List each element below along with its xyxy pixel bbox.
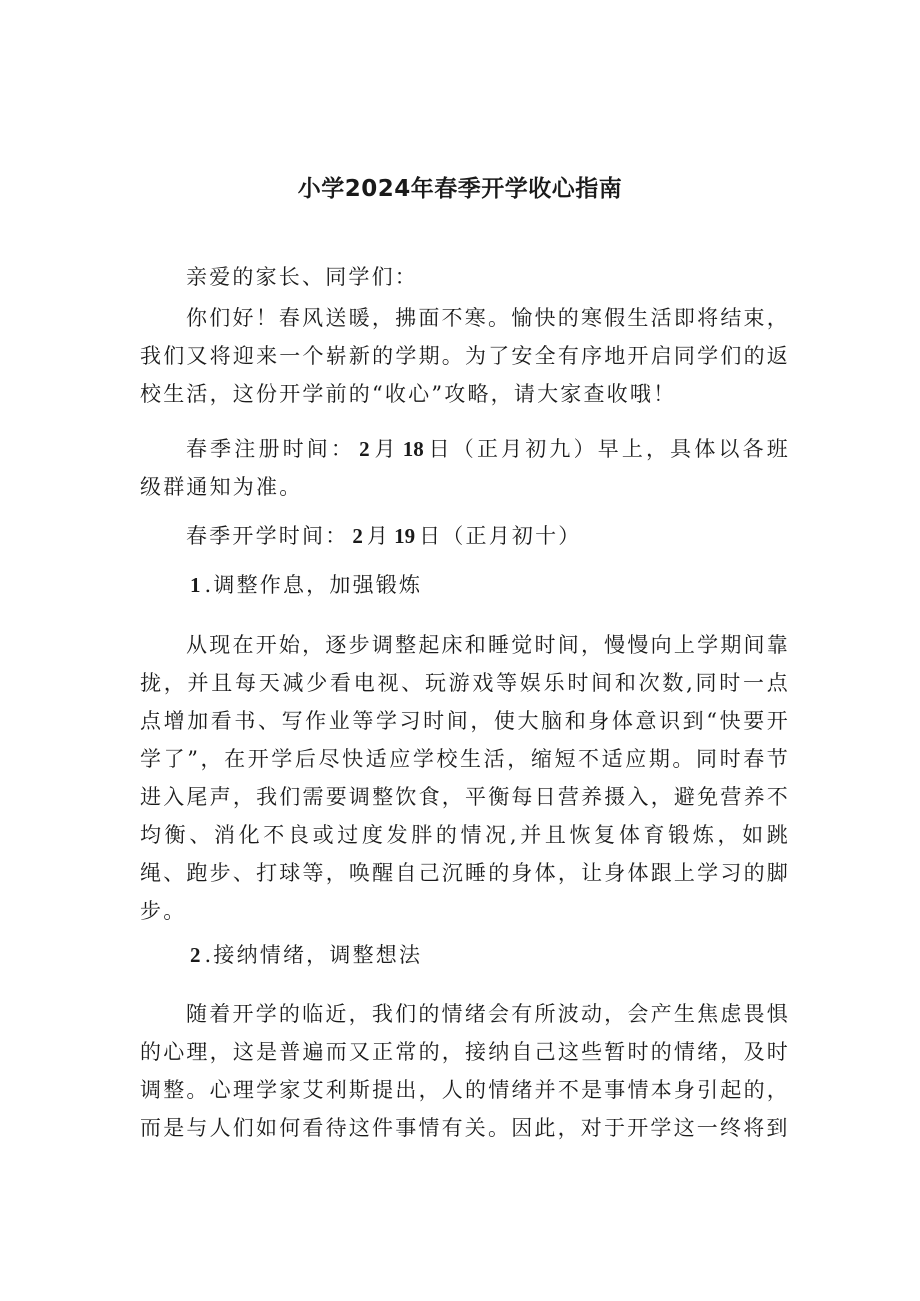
section-1-heading [140, 566, 790, 604]
section-2-paragraph: 随着开学的临近，我们的情绪会有所波动，会产生焦虑畏惧的心理，这是普遍而又正常的，接纳自己这些暂时的情绪，及时调整。心理学家艾利斯提出，人的情绪并不是事情本身引起的，而是与人们如何看待这件事情有关。因此，对于开学这一终将到 [140, 1002, 790, 1140]
registration-month-suffix: 月 [373, 437, 399, 461]
registration-time [140, 430, 790, 506]
registration-month: 2 [359, 437, 370, 461]
registration-prefix: 春季注册时间： [186, 437, 356, 461]
start-day-suffix: 日（正月初十） [419, 524, 582, 548]
start-time [140, 517, 790, 555]
section-2-heading [140, 936, 790, 974]
section-1-number: 1 [190, 573, 201, 597]
intro-paragraph: 你们好！春风送暖，拂面不寒。愉快的寒假生活即将结束，我们又将迎来一个崭新的学期。为了安全有序地开启同学们的返校生活，这份开学前的“收心”攻略，请大家查收哦！ [140, 306, 790, 406]
start-month-suffix: 月 [366, 524, 391, 548]
registration-day-suffix: 日（正月初九）早上，具体以各班级群通知为准。 [140, 437, 790, 499]
section-2-heading-text: .接纳情绪，调整想法 [204, 943, 423, 967]
start-month: 2 [352, 524, 363, 548]
start-day: 19 [394, 524, 416, 548]
section-2-number: 2 [190, 943, 201, 967]
salutation: 亲爱的家长、同学们： [186, 265, 418, 289]
registration-day: 18 [402, 437, 424, 461]
section-1-paragraph: 从现在开始，逐步调整起床和睡觉时间，慢慢向上学期间靠拢，并且每天减少看电视、玩游戏等娱乐时间和次数,同时一点点增加看书、写作业等学习时间，使大脑和身体意识到“快要开学了”，在开学后尽快适应学校生活，缩短不适应期。同时春节进入尾声，我们需要调整饮食，平衡每日营养摄入，避免营养不均衡、消化不良或过度发胖的情况,并且恢复体育锻炼，如跳绳、跑步、打球等，唤醒自己沉睡的身体，让身体跟上学习的脚步。 [140, 633, 790, 923]
document-title: 小学2024年春季开学收心指南 [297, 176, 623, 202]
start-prefix: 春季开学时间： [186, 524, 349, 548]
section-1-heading-text: .调整作息，加强锻炼 [204, 573, 423, 597]
